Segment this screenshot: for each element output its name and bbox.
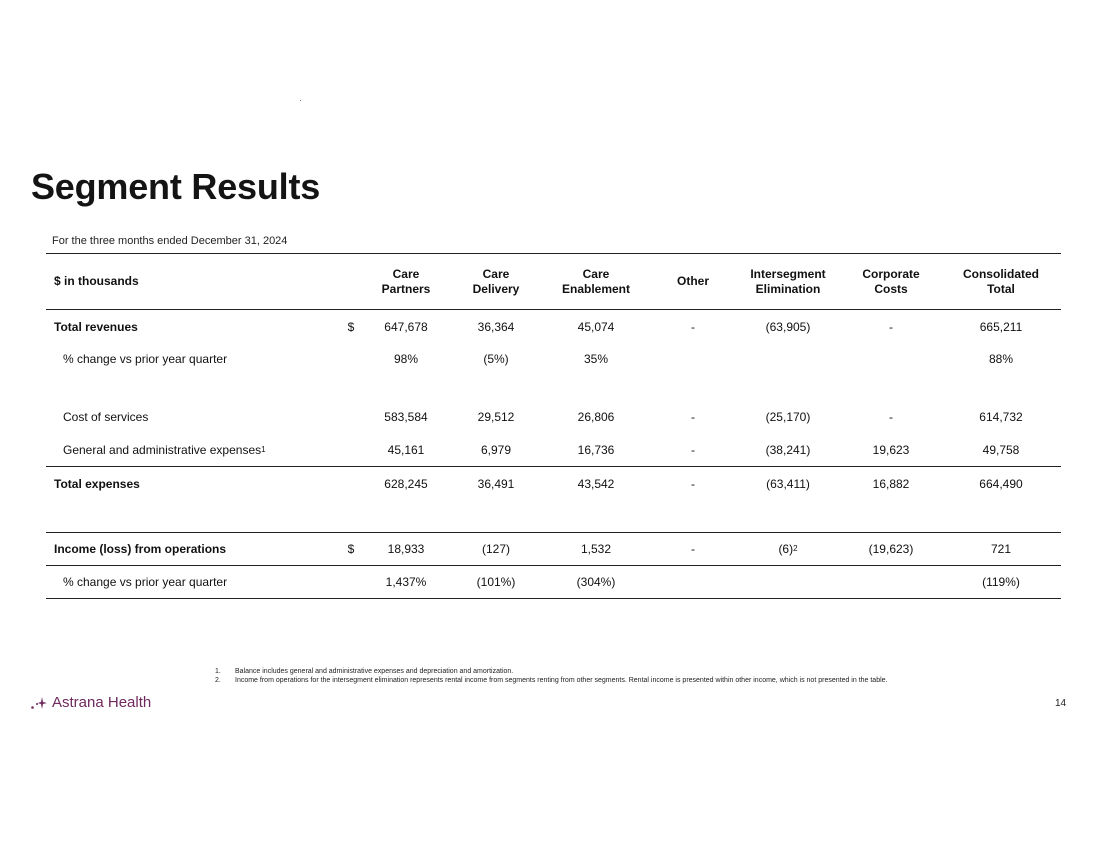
table-row-total-expenses bbox=[46, 467, 1061, 500]
col-header-care-partners: Care Partners bbox=[381, 266, 431, 296]
cell-value: 665,211 bbox=[979, 319, 1023, 334]
cell-value: 614,732 bbox=[979, 410, 1023, 424]
cell-value: - bbox=[691, 476, 695, 491]
cell-value: 664,490 bbox=[979, 476, 1023, 491]
cell-value: 45,074 bbox=[577, 319, 615, 334]
footnotes bbox=[215, 668, 955, 685]
cell-value: (127) bbox=[481, 542, 510, 556]
segment-results-table bbox=[46, 253, 1061, 599]
cell-value: - bbox=[691, 542, 695, 556]
cell-value: 628,245 bbox=[384, 476, 428, 491]
row-label: % change vs prior year quarter bbox=[63, 575, 228, 589]
cell-value: - bbox=[691, 443, 695, 457]
astrana-health-logo bbox=[30, 694, 151, 711]
cell-value: 1,437% bbox=[385, 575, 427, 589]
col-header-care-enablement: Care Enablement bbox=[561, 266, 630, 296]
col-header-care-delivery: Care Delivery bbox=[472, 266, 520, 296]
cell-value: 6,979 bbox=[480, 443, 512, 457]
col-header-intersegment-elimination: Intersegment Elimination bbox=[750, 266, 826, 296]
cell-value: - bbox=[889, 319, 893, 334]
cell-value: - bbox=[691, 319, 695, 334]
cell-value: 647,678 bbox=[384, 319, 428, 334]
col-header-other: Other bbox=[676, 274, 709, 288]
unit-label: $ in thousands bbox=[54, 274, 139, 288]
spacer-row bbox=[46, 375, 1061, 400]
spacer-row bbox=[46, 500, 1061, 533]
cell-value: - bbox=[889, 410, 893, 424]
cell-value: - bbox=[691, 410, 695, 424]
astrana-logo-icon bbox=[30, 695, 48, 711]
period-caption: For the three months ended December 31, 2024 bbox=[52, 235, 288, 247]
cell-value: 16,736 bbox=[577, 443, 615, 457]
cell-value: 19,623 bbox=[872, 443, 910, 457]
cell-value: (5%) bbox=[483, 352, 509, 366]
cell-value: 29,512 bbox=[477, 410, 515, 424]
cell-value: 98% bbox=[393, 352, 419, 366]
cell-value: 36,364 bbox=[477, 319, 515, 334]
cell-value: 1,532 bbox=[580, 542, 612, 556]
table-row-income-from-operations bbox=[46, 533, 1061, 566]
row-label: % change vs prior year quarter bbox=[63, 352, 228, 366]
row-label: General and administrative expenses 1 bbox=[63, 443, 266, 457]
cell-value: (304%) bbox=[576, 575, 616, 589]
table-row-general-admin bbox=[46, 434, 1061, 467]
cell-value: (119%) bbox=[982, 575, 1020, 589]
footnote-1: 1. Balance includes general and administrative expenses and depreciation and amortization. bbox=[215, 668, 514, 675]
table-row-income-pct-change bbox=[46, 566, 1061, 599]
cell-value: 88% bbox=[988, 352, 1014, 366]
cell-value: 26,806 bbox=[577, 410, 615, 424]
page-title: Segment Results bbox=[31, 166, 321, 207]
cell-value: 35% bbox=[583, 352, 609, 366]
cell-value: 583,584 bbox=[384, 410, 428, 424]
row-label: Income (loss) from operations bbox=[54, 542, 227, 556]
cell-value: 36,491 bbox=[477, 476, 515, 491]
cell-value: (38,241) bbox=[765, 443, 811, 457]
cell-value: (19,623) bbox=[868, 542, 914, 556]
cell-value: (6) 2 bbox=[778, 542, 798, 556]
decorative-dot bbox=[300, 100, 301, 101]
page-number: 14 bbox=[1055, 698, 1067, 709]
table-row-cost-of-services bbox=[46, 400, 1061, 434]
cell-value: 18,933 bbox=[387, 542, 425, 556]
dollar-sign: $ bbox=[347, 319, 355, 334]
table-row-total-revenues bbox=[46, 310, 1061, 343]
table-header-row bbox=[46, 254, 1061, 310]
footnote-2: 2. Income from operations for the intersegment elimination represents rental income from segments renting from other segments. Rental income is presented within other income, which is not presented in the table. bbox=[215, 676, 888, 684]
col-header-consolidated-total: Consolidated Total bbox=[962, 266, 1039, 296]
cell-value: 45,161 bbox=[387, 443, 425, 457]
dollar-sign: $ bbox=[347, 542, 355, 556]
table-row-revenue-pct-change bbox=[46, 343, 1061, 375]
cell-value: (63,905) bbox=[765, 319, 811, 334]
cell-value: 721 bbox=[990, 542, 1012, 556]
cell-value: 16,882 bbox=[872, 476, 910, 491]
cell-value: 49,758 bbox=[982, 443, 1020, 457]
cell-value: (25,170) bbox=[765, 410, 811, 424]
cell-value: (63,411) bbox=[766, 476, 810, 491]
col-header-corporate-costs: Corporate Costs bbox=[862, 266, 920, 296]
row-label: Total revenues bbox=[54, 319, 138, 334]
row-label: Total expenses bbox=[54, 476, 140, 491]
logo-text: Astrana Health bbox=[52, 694, 152, 711]
row-label: Cost of services bbox=[63, 410, 149, 424]
cell-value: 43,542 bbox=[577, 476, 615, 491]
cell-value: (101%) bbox=[476, 575, 516, 589]
